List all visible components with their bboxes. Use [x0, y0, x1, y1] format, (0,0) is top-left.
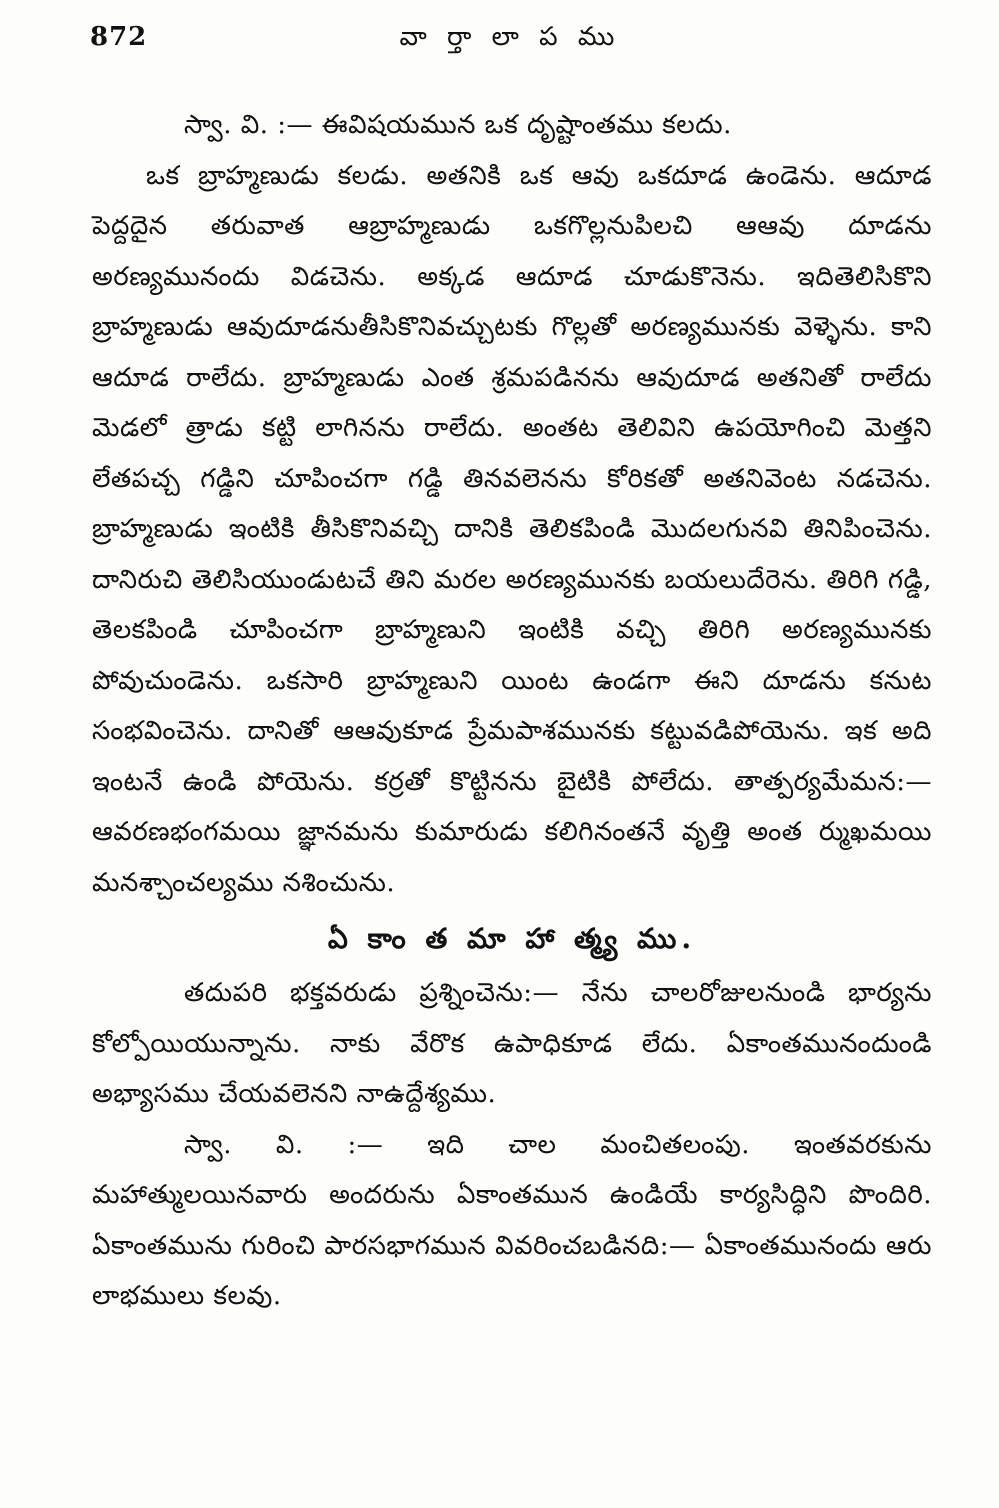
running-title: వా ర్తా లా ప ము — [399, 22, 621, 52]
paragraph-text: ఈవిషయమున ఒక దృష్టాంతము కలదు. — [321, 110, 732, 140]
paragraph-text: ఒక బ్రాహ్మణుడు కలడు. అతనికి ఒక ఆవు ఒకదూడ ఉండెను. ఆదూడ పెద్దదైన తరువాత ఆబ్రాహ్మణుడు ఒకగొల్లనుపిలచి ఆఆవు దూడను అరణ్యమునందు విడచెను. అక్కడ ఆదూడ చూడుకొనెను. ఇదితెలిసికొని బ్రాహ్మణుడు ఆవుదూడనుతీసికొనివచ్చుటకు గొల్లతో అరణ్యమునకు వెళ్ళెను. కాని ఆదూడ రాలేదు. బ్రాహ్మణుడు ఎంత శ్రమపడినను ఆవుదూడ అతనితో రాలేదు మెడలో త్రాడు కట్టి లాగినను రాలేదు. అంతట తెలివిని ఉపయోగించి మెత్తని లేతపచ్చ గడ్డిని చూపించగా గడ్డి తినవలెనను కోరికతో అతనివెంట నడచెను. బ్రాహ్మణుడు ఇంటికి తీసికొనివచ్చి దానికి తెలికపిండి మొదలగునవి తినిపించెను. దానిరుచి తెలిసియుండుటచే తిని మరల అరణ్యమునకు బయలుదేరెను. తిరిగి గడ్డి, తెలకపిండి చూపించగా బ్రాహ్మణుని ఇంటికి వచ్చి తిరిగి అరణ్యమునకు పోవుచుండెను. ఒకసారి బ్రాహ్మణుని యింట ఉండగా ఈని దూడను కనుట సంభవించెను. దానితో ఆఆవుకూడ ప్రేమపాశమునకు కట్టువడిపోయెను. ఇక అది ఇంటనే ఉండి పోయెను. కర్రతో కొట్టినను బైటికి పోలేదు. తాత్పర్యమేమన:— ఆవరణభంగమయి జ్ఞానమను కుమారుడు కలిగినంతనే వృత్తి అంత ర్ముఖమయి మనశ్చాంచల్యము నశించును. — [92, 160, 932, 898]
paragraph-swami-reply-1 — [92, 100, 932, 151]
section-heading: ఏ కాం త మా హా త్మ్య ము. — [327, 922, 697, 955]
page-number: 872 — [90, 22, 148, 52]
paragraph-story — [92, 151, 932, 909]
page-header — [90, 22, 930, 62]
speaker-label: స్వా. వి. :— — [184, 1129, 384, 1160]
paragraph-devotee-question — [92, 968, 932, 1120]
paragraph-swami-reply-2 — [92, 1120, 932, 1322]
paragraph-text: ఇది చాల మంచితలంపు. ఇంతవరకును మహాత్ములయినవారు అందరును ఏకాంతమున ఉండియే కార్యసిద్ధిని పొందిరి. ఏకాంతమును గురించి పారసభాగమున వివరించబడినది:— ఏకాంతమునందు ఆరు లాభములు కలవు. — [92, 1129, 932, 1311]
page-body — [92, 100, 932, 1322]
speaker-label: స్వా. వి. :— — [184, 110, 314, 140]
paragraph-text: తదుపరి భక్తవరుడు ప్రశ్నించెను:— నేను చాలరోజులనుండి భార్యను కోల్పోయియున్నాను. నాకు వేరొక ఉపాధికూడ లేదు. ఏకాంతమునందుండి అభ్యాసము చేయవలెనని నాఉద్దేశ్యము. — [92, 978, 932, 1109]
